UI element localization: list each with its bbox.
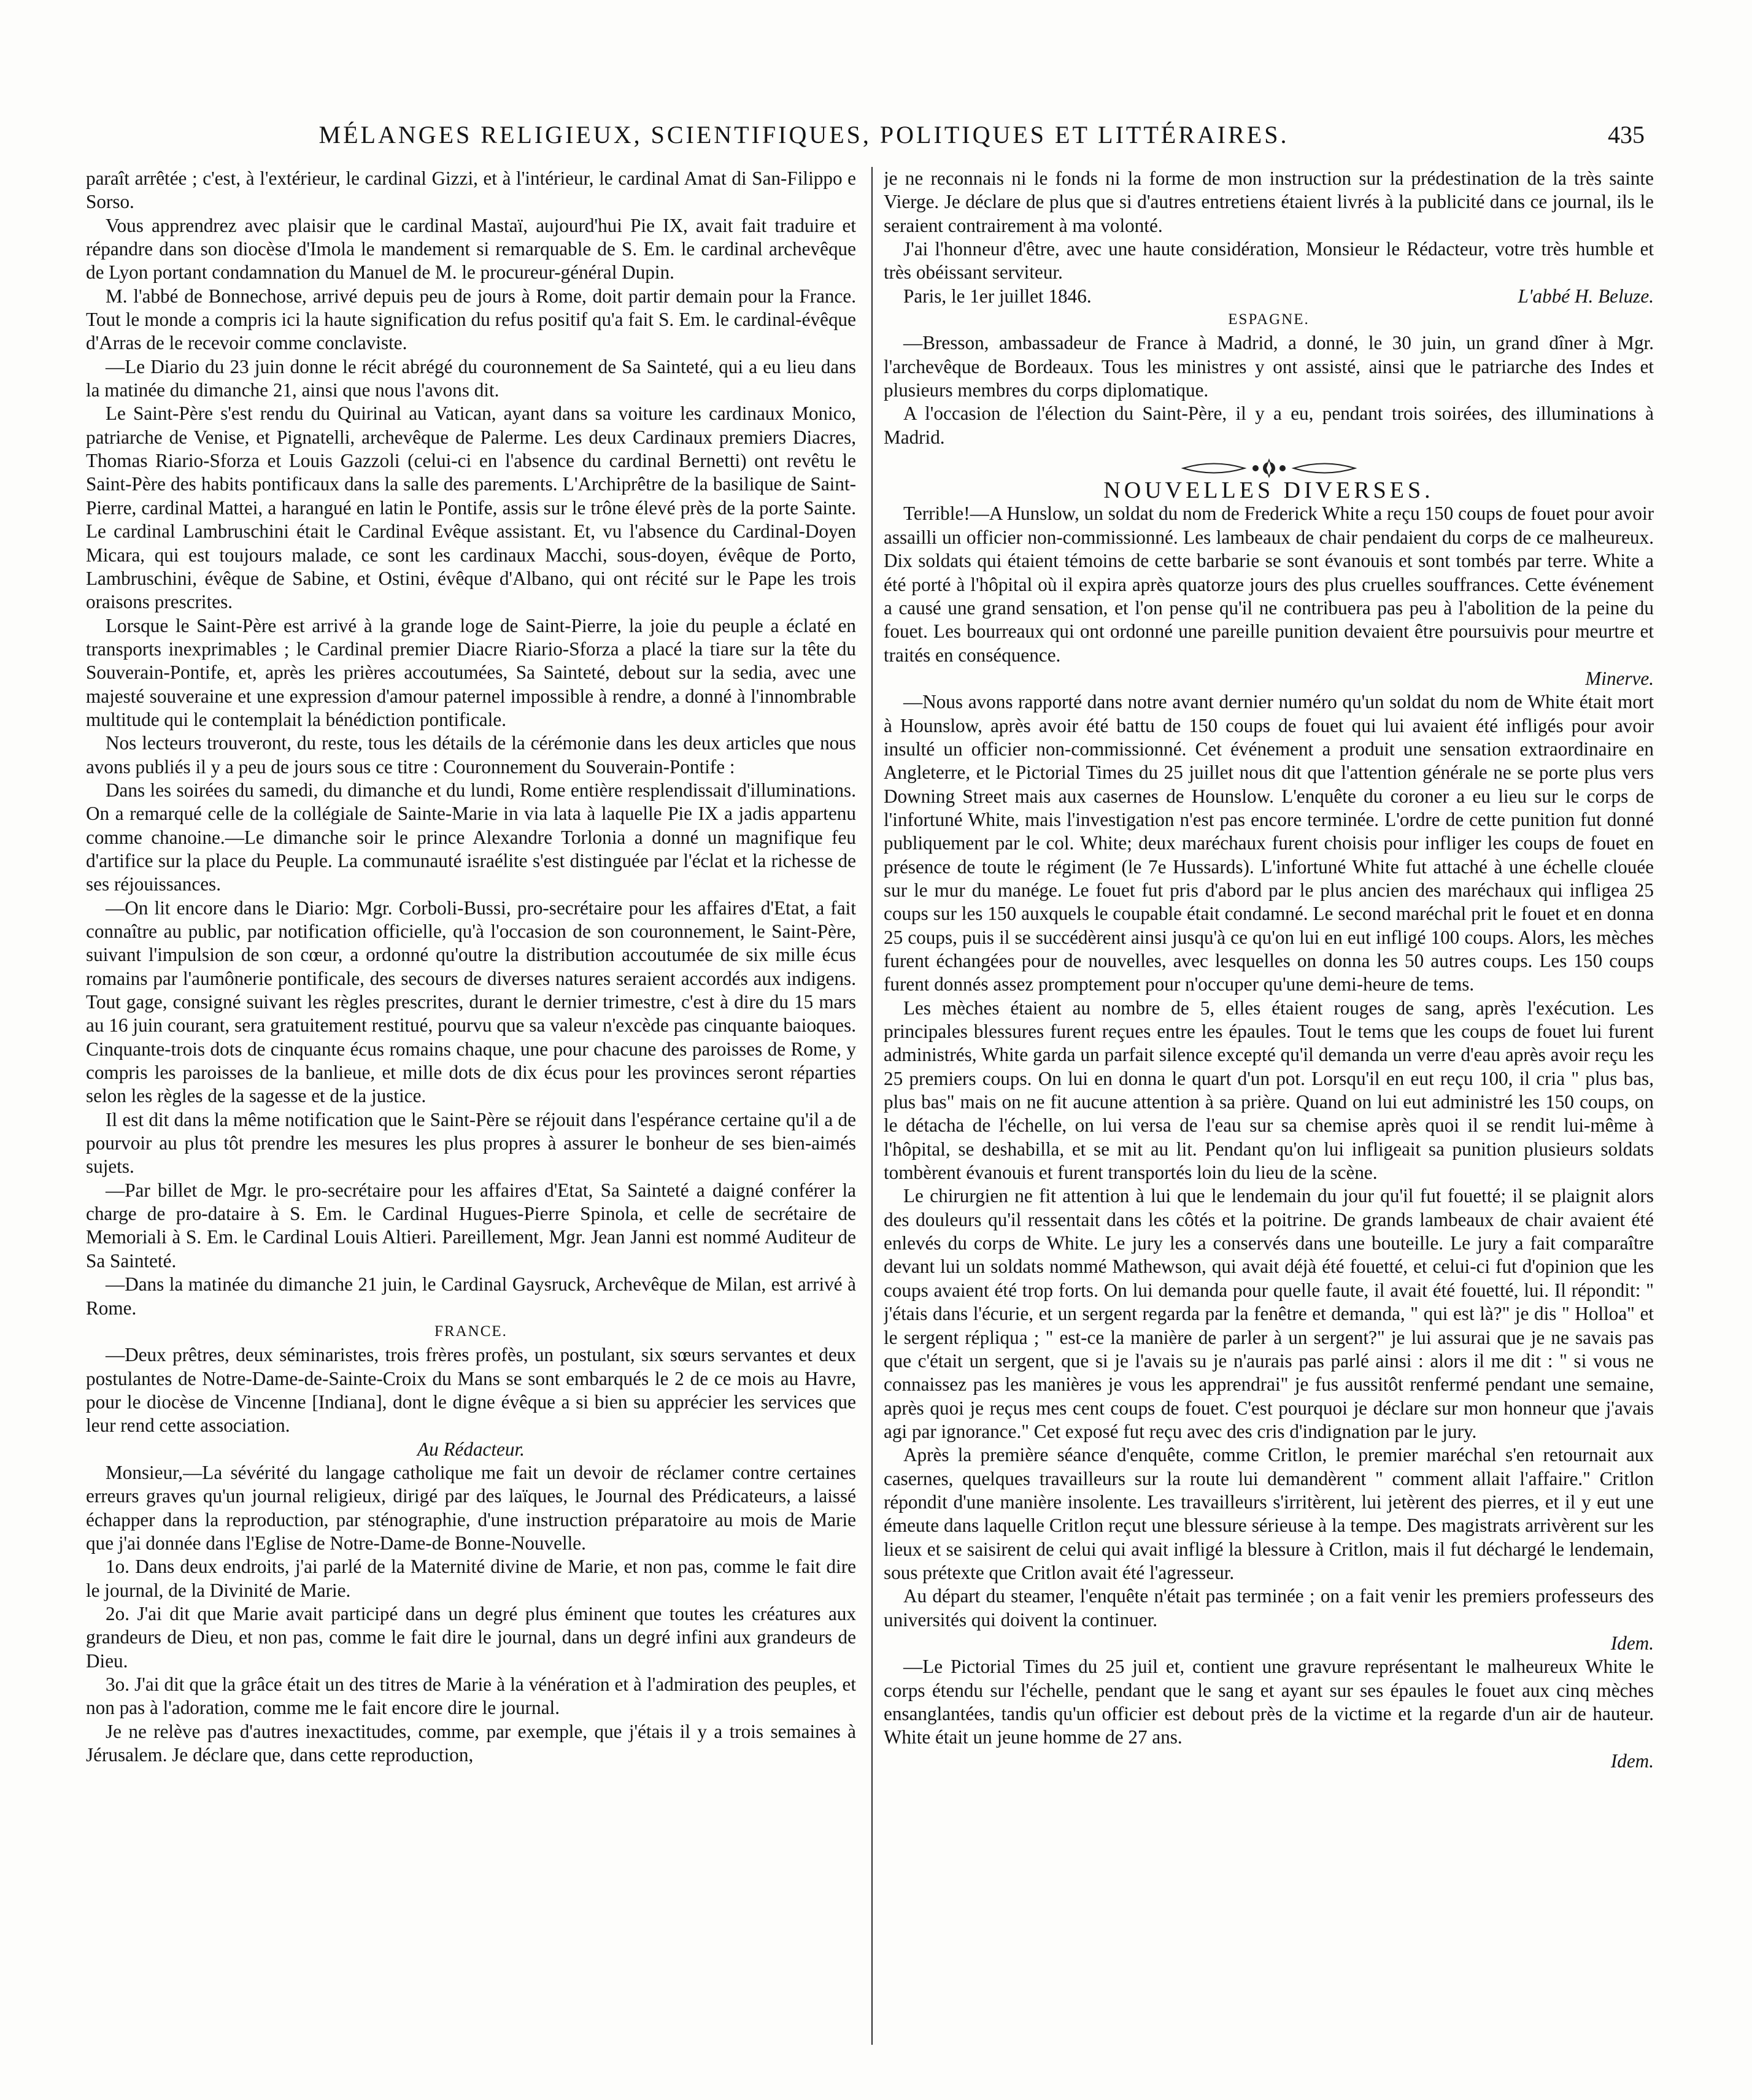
- source-attribution: Idem.: [1610, 1750, 1654, 1772]
- paragraph: 1o. Dans deux endroits, j'ai parlé de la Maternité divine de Marie, et non pas, comme le fait dire le journal, de la Divinité de Marie.: [86, 1556, 856, 1601]
- paragraph: Le chirurgien ne fit attention à lui que le lendemain du jour qu'il fut fouetté; il se plaignit alors des douleurs qu'il ressentait dans les côtés et la poitrine. De grands lambeaux de chair avaient été enlevés du corps de White. Le jury les a conservés dans une bouteille. Le jury a fait comparaître devant lui un soldats nommé Mathewson, qui avait déjà été fouetté, et celui-ci fut d'opinion que les coups avaient été trop forts. On lui demanda pour quelle faute, il avait été fouetté, lui. Il répondit: " j'étais dans l'écurie, et un sergent regarda par la fenêtre et demanda, " qui est là?" je dis " Holloa" et le sergent répliqua ; " est-ce la manière de parler à un sergent?" je lui assurai que je ne savais pas que c'était un sergent, que si je l'avais su je n'aurais pas parlé ainsi : alors il me dit : " si vous ne connaissez pas les manières je vous les apprendrai" je fus aussitôt renfermé pendant une semaine, après quoi je reçus mes cent coups de fouet. C'est pourquoi je déclare sur mon honneur que j'avais agi par ignorance." Cet exposé fut reçu avec des cris d'indignation par le jury.: [884, 1185, 1654, 1442]
- letter-date: Paris, le 1er juillet 1846.: [903, 285, 1092, 307]
- page-number: 435: [1608, 121, 1645, 149]
- paragraph: A l'occasion de l'élection du Saint-Père, il y a eu, pendant trois soirées, des illuminations à Madrid.: [884, 403, 1654, 448]
- paragraph: 2o. J'ai dit que Marie avait participé dans un degré plus éminent que toutes les créatures aux grandeurs de Dieu, et non pas, comme le fait dire le journal, dans un degré infini aux grandeurs de Dieu.: [86, 1602, 856, 1672]
- paragraph: Lorsque le Saint-Père est arrivé à la grande loge de Saint-Pierre, la joie du peuple a éclaté en transports inexprimables ; le Cardinal premier Diacre Riario-Sforza a placé la tiare sur la tête du Souverain-Pontife, et, après les prières accoutumées, Sa Sainteté, debout sur la sedia, avec une majesté souveraine et une expression d'amour paternel impossible à rendre, a donné à l'innombrable multitude qui le contemplait la bénédiction pontificale.: [86, 614, 856, 730]
- letter-signature: L'abbé H. Beluze.: [1518, 285, 1654, 307]
- paragraph: M. l'abbé de Bonnechose, arrivé depuis peu de jours à Rome, doit partir demain pour la France. Tout le monde a compris ici la haute signification du refus positif qu'a fait S. Em. le cardinal-évêque d'Arras de le recevoir comme conclaviste.: [86, 285, 856, 354]
- right-column: [884, 167, 1654, 2045]
- section-heading-nouvelles: NOUVELLES DIVERSES.: [1103, 477, 1434, 504]
- letter-dateline: [884, 285, 1654, 308]
- paragraph: Vous apprendrez avec plaisir que le cardinal Mastaï, aujourd'hui Pie IX, avait fait traduire et répandre dans son diocèse d'Imola le mandement si remarquable de S. Em. le cardinal archevêque de Lyon portant condamnation du Manuel de M. le procureur-général Dupin.: [86, 214, 856, 284]
- paragraph: —Nous avons rapporté dans notre avant dernier numéro qu'un soldat du nom de White était mort à Hounslow, après avoir été battu de 150 coups de fouet qui lui avaient été infligés pour avoir insulté un officier non-commissionné. Cet événement a produit une sensation extraordinaire en Angleterre, et le Pictorial Times du 25 juillet nous dit que l'attention générale ne se porte plus vers Downing Street mais aux casernes de Hounslow. L'enquête du coroner a eu lieu sur le corps de l'infortuné White, mais l'investigation n'est pas encore terminée. L'ordre de cette punition fut donné publiquement par le col. White; deux maréchaux furent choisis pour infliger les coups de fouet en présence de toute le régiment (le 7e Hussards). L'infortuné White fut attaché à une échelle clouée sur le mur du manége. Le fouet fut pris d'abord par le plus ancien des maréchaux qui infligea 25 coups sur les 150 auxquels le coupable était condamné. Le second maréchal prit le fouet et en donna 25 coups, puis il se succédèrent ainsi jusqu'à ce qu'on lui en eut infligé 100 coups. Alors, les mèches furent échangées pour de nouvelles, avec lesquelles on donna les 50 autres coups. Les 150 coups furent donnés assez promptement pour n'occuper qu'une demi-heure de tems.: [884, 691, 1654, 995]
- paragraph: je ne reconnais ni le fonds ni la forme de mon instruction sur la prédestination de la très sainte Vierge. Je déclare de plus que si d'autres entretiens étaient livrés à la publicité dans ce journal, ils le seraient contrairement à ma volonté.: [884, 168, 1654, 236]
- paragraph: Il est dit dans la même notification que le Saint-Père se réjouit dans l'espérance certaine qu'il a de pourvoir au plus tôt prendre les mesures les plus propres à assurer le bonheur de ses bien-aimés sujets.: [86, 1108, 856, 1178]
- paragraph: —Bresson, ambassadeur de France à Madrid, a donné, le 30 juin, un grand dîner à Mgr. l'archevêque de Bordeaux. Tous les ministres y ont assisté, ainsi que le patriarche des Indes et plusieurs membres du corps diplomatique.: [884, 332, 1654, 401]
- source-attribution: Idem.: [1610, 1632, 1654, 1654]
- column-rule: [871, 167, 873, 2045]
- running-title: MÉLANGES RELIGIEUX, SCIENTIFIQUES, POLITIQUES ET LITTÉRAIRES.: [318, 121, 1289, 149]
- left-column: [86, 167, 856, 2045]
- paragraph: Terrible!—A Hunslow, un soldat du nom de Frederick White a reçu 150 coups de fouet pour avoir assailli un officier non-commissionné. Les lambeaux de chair pendaient du corps de ce malheureux. Dix soldats qui étaient témoins de cette barbarie se sont évanouis et sont tombés par terre. White a été porté à l'hôpital où il expira après quatorze jours des plus cruelles souffrances. Cette événement a causé une grand sensation, et l'on pense qu'il ne contribuera pas peu à l'abolition de la peine du fouet. Les bourreaux qui ont ordonné une pareille punition devaient être poursuivis pour meurtre et traités en conséquence.: [884, 503, 1654, 666]
- paragraph: —Le Diario du 23 juin donne le récit abrégé du couronnement de Sa Sainteté, qui a eu lieu dans la matinée du dimanche 21, ainsi que nous l'avons dit.: [86, 355, 856, 401]
- paragraph: —Dans la matinée du dimanche 21 juin, le Cardinal Gaysruck, Archevêque de Milan, est arrivé à Rome.: [86, 1273, 856, 1319]
- paragraph: —Deux prêtres, deux séminaristes, trois frères profès, un postulant, six sœurs servantes et deux postulantes de Notre-Dame-de-Sainte-Croix du Mans se sont embarqués le 2 de ce mois au Havre, pour le diocèse de Vincenne [Indiana], dont le digne évêque a si bien su apprécier les services que leur rend cette association.: [86, 1344, 856, 1437]
- paragraph: Les mèches étaient au nombre de 5, elles étaient rouges de sang, après l'exécution. Les principales blessures furent reçues entre les épaules. Tout le tems que les coups de fouet lui furent administrés, White garda un parfait silence excepté qu'il demanda un verre d'eau après avoir reçu les 25 premiers coups. On lui en donna le quart d'un pot. Lorsqu'il en eut reçu 100, il cria " plus bas, plus bas" mais on ne fit aucune attention à sa prière. Quand on lui eut administré les 150 coups, on le détacha de l'échelle, on lui versa de l'eau sur sa chemise après quoi il se rendit lui-même à l'hôpital, se deshabilla, et se mit au lit. Pendant qu'on lui infligeait sa punition plusieurs soldats tombèrent évanouis et furent transportés loin du lieu de la scène.: [884, 997, 1654, 1184]
- paragraph: —On lit encore dans le Diario: Mgr. Corboli-Bussi, pro-secrétaire pour les affaires d'Etat, a fait connaître au public, par notification officielle, qu'à l'occasion de son couronnement, le Saint-Père, suivant l'impulsion de son cœur, a ordonné qu'outre la distribution accoutumée de six mille écus romains par l'aumônerie pontificale, des secours de diverses natures seraient accordés aux indigens. Tout gage, consigné suivant les règles prescrites, durant le dernier trimestre, c'est à dire du 15 mars au 16 juin courant, sera gratuitement restitué, pourvu que sa valeur n'excède pas cinquante baioques. Cinquante-trois dots de cinquante écus romains chaque, une pour chacune des paroisses de Rome, y compris les paroisses de la banlieue, et mille dots de dix écus pour les provinces seront réparties selon les règles de la sagesse et de la justice.: [86, 897, 856, 1107]
- decorative-ornament: [884, 458, 1654, 479]
- paragraph: J'ai l'honneur d'être, avec une haute considération, Monsieur le Rédacteur, votre très humble et très obéissant serviteur.: [884, 238, 1654, 284]
- ornament-icon: [1177, 458, 1361, 479]
- section-heading-espagne: ESPAGNE.: [1228, 311, 1310, 328]
- paragraph: Le Saint-Père s'est rendu du Quirinal au Vatican, ayant dans sa voiture les cardinaux Monico, patriarche de Venise, et Pignatelli, archevêque de Palerme. Les deux Cardinaux premiers Diacres, Thomas Riario-Sforza et Louis Gazzoli (celui-ci en l'absence du cardinal Bernetti) ont revêtu le Saint-Père des habits pontificaux dans la salle des parements. L'Archiprêtre de la basilique de Saint-Pierre, cardinal Mattei, a harangué en latin le Pontife, assis sur le trône élevé près de la porte Sainte. Le cardinal Lambruschini était le Cardinal Evêque assistant. Et, vu l'absence du Cardinal-Doyen Micara, qui est toujours malade, ce sont les cardinaux Macchi, sous-doyen, évêque de Porto, Lambruschini, évêque de Sabine, et Ostini, évêque d'Albano, qui ont récité sur le Pape les trois oraisons prescrites.: [86, 403, 856, 613]
- paragraph: Je ne relève pas d'autres inexactitudes, comme, par exemple, que j'étais il y a trois semaines à Jérusalem. Je déclare que, dans cette reproduction,: [86, 1720, 856, 1766]
- source-attribution: Minerve.: [1585, 667, 1654, 689]
- paragraph: Après la première séance d'enquête, comme Critlon, le premier maréchal s'en retournait aux casernes, quelques travailleurs sur la route lui demandèrent " comment allait l'affaire." Critlon répondit d'une manière insolente. Les travailleurs s'irritèrent, lui jetèrent des pierres, et il y eut une émeute dans laquelle Critlon reçut une blessure sérieuse à la tempe. Des magistrats arrivèrent sur les lieux et se saisirent de celui qui avait infligé la blessure à Critlon, mais il fut déchargé le lendemain, sous prétexte que Critlon avait été l'agresseur.: [884, 1444, 1654, 1583]
- paragraph: Nos lecteurs trouveront, du reste, tous les détails de la cérémonie dans les deux articles que nous avons publiés il y a peu de jours sous ce titre : Couronnement du Souverain-Pontife :: [86, 732, 856, 778]
- paragraph: Dans les soirées du samedi, du dimanche et du lundi, Rome entière resplendissait d'illuminations. On a remarqué celle de la collégiale de Sainte-Marie in via lata à laquelle Pie IX a jadis appartenu comme chanoine.—Le dimanche soir le prince Alexandre Torlonia a donné un magnifique feu d'artifice sur la place du Peuple. La communauté israélite s'est distinguée par l'éclat et la richesse de ses réjouissances.: [86, 779, 856, 895]
- paragraph: —Le Pictorial Times du 25 juil et, contient une gravure représentant le malheureux White le corps étendu sur l'échelle, pendant que le sang et ayant sur ses épaules le fouet aux cinq mèches ensanglantées, tandis qu'un officier est debout près de la victime et la regarde d'un air de hauteur. White était un jeune homme de 27 ans.: [884, 1656, 1654, 1748]
- paragraph: paraît arrêtée ; c'est, à l'extérieur, le cardinal Gizzi, et à l'intérieur, le cardinal Amat di San-Filippo e Sorso.: [86, 168, 856, 213]
- paragraph: 3o. J'ai dit que la grâce était un des titres de Marie à la vénération et à l'admiration des peuples, et non pas à l'adoration, comme me le fait encore dire le journal.: [86, 1673, 856, 1719]
- paragraph: Au départ du steamer, l'enquête n'était pas terminée ; on a fait venir les premiers professeurs des universités qui doivent la continuer.: [884, 1585, 1654, 1631]
- section-heading-france: FRANCE.: [434, 1322, 507, 1340]
- letter-heading: Au Rédacteur.: [417, 1438, 525, 1460]
- paragraph: —Par billet de Mgr. le pro-secrétaire pour les affaires d'Etat, Sa Sainteté a daigné conférer la charge de pro-dataire à S. Em. le Cardinal Hugues-Pierre Spinola, et celle de secrétaire de Memoriali à S. Em. le Cardinal Louis Altieri. Pareillement, Mgr. Jean Janni est nommé Auditeur de Sa Sainteté.: [86, 1179, 856, 1272]
- paragraph: Monsieur,—La sévérité du langage catholique me fait un devoir de réclamer contre certaines erreurs graves qu'un journal religieux, dirigé par des laïques, le Journal des Prédicateurs, a laissé échapper dans la reproduction, par sténographie, d'une instruction préparatoire au mois de Marie que j'ai donnée dans l'Eglise de Notre-Dame-de Bonne-Nouvelle.: [86, 1461, 856, 1554]
